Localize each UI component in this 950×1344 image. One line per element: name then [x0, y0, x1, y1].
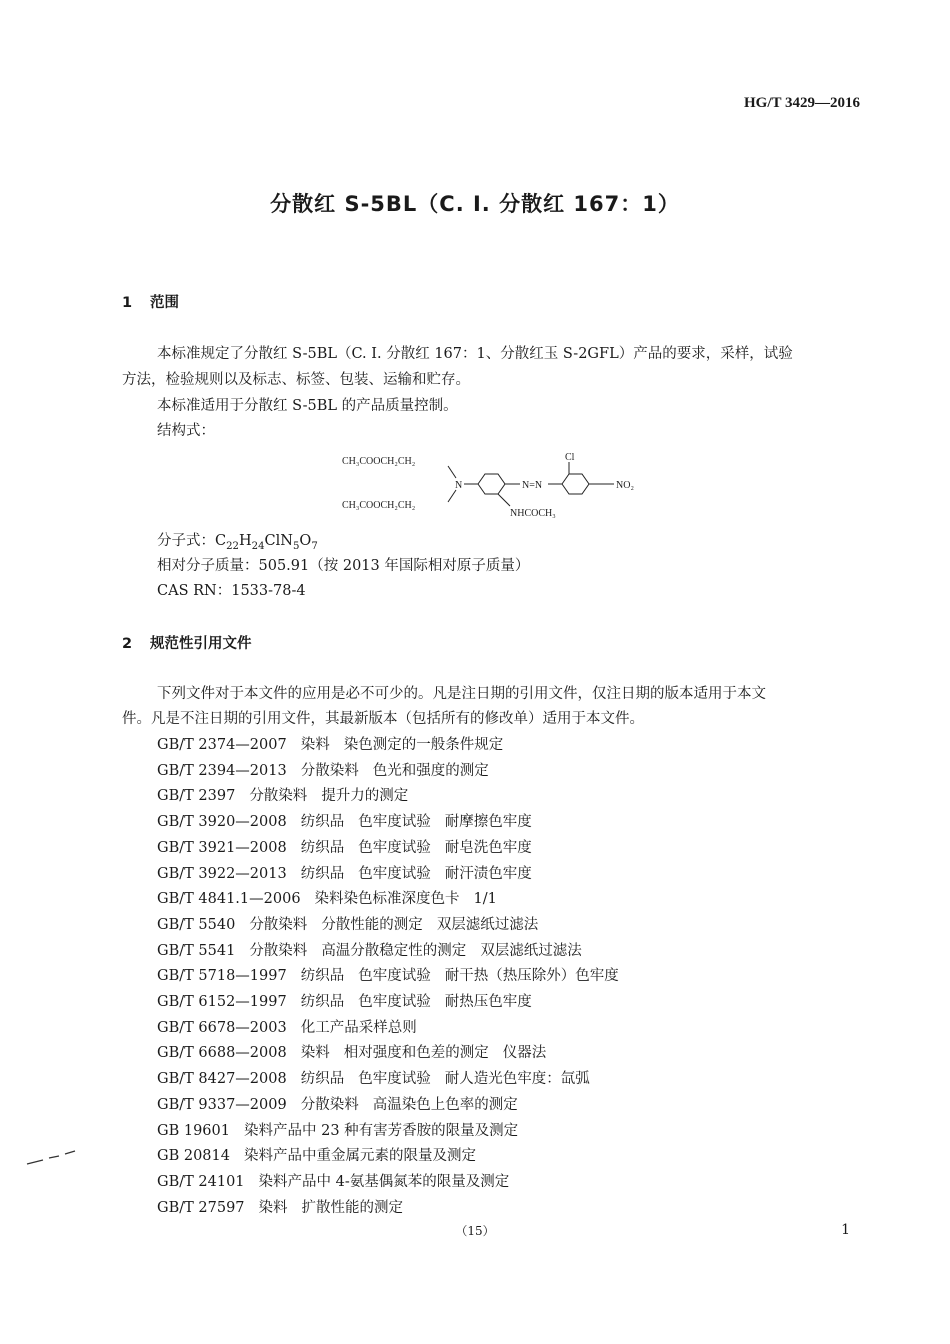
reference-title-part: 色牢度试验 — [358, 968, 431, 985]
reference-item — [157, 887, 511, 908]
reference-title-part: 耐人造光色牢度：氙弧 — [444, 1071, 590, 1088]
reference-title-part: 染料 — [300, 1045, 330, 1062]
reference-title-part: 分散染料 — [249, 942, 308, 959]
reference-title-part: 提升力的测定 — [321, 788, 409, 805]
reference-code: GB/T 2397 — [157, 788, 236, 805]
azo-bridge: N=N — [522, 480, 543, 491]
reference-title-part: 耐摩擦色牢度 — [444, 814, 532, 831]
reference-title-part: 耐干热（热压除外）色牢度 — [444, 968, 619, 985]
reference-title-part: 双层滤纸过滤法 — [436, 916, 539, 933]
section-title: 规范性引用文件 — [150, 636, 252, 652]
reference-title-part: 分散染料 — [249, 916, 308, 933]
reference-item — [157, 1016, 431, 1037]
reference-code: GB/T 2394—2013 — [157, 762, 287, 779]
reference-title-part: 分散染料 — [300, 1096, 359, 1113]
reference-title-part: 纺织品 — [300, 968, 345, 985]
reference-title-part: 纺织品 — [300, 865, 345, 882]
reference-title-part: 纺织品 — [300, 1071, 345, 1088]
reference-code: GB/T 24101 — [157, 1173, 245, 1190]
reference-item — [157, 964, 633, 985]
reference-title-part: 纺织品 — [300, 814, 345, 831]
reference-title-part: 高温染色上色率的测定 — [372, 1096, 518, 1113]
reference-item — [157, 759, 503, 780]
references-intro-line2: 件。凡是不注日期的引用文件，其最新版本（包括所有的修改单）适用于本文件。 — [122, 711, 644, 727]
reference-title-part: 染料 — [300, 737, 330, 753]
reference-code: GB/T 8427—2008 — [157, 1071, 287, 1088]
reference-title-part: 染料产品中重金属元素的限量及测定 — [243, 1148, 476, 1165]
reference-title-part: 仪器法 — [502, 1045, 547, 1062]
molecular-mass: 相对分子质量：505.91（按 2013 年国际相对原子质量） — [157, 558, 530, 574]
reference-code: GB/T 2374—2007 — [157, 737, 287, 753]
reference-title-part: 化工产品采样总则 — [300, 1019, 417, 1036]
section-1-heading — [122, 291, 179, 312]
reference-title-part: 纺织品 — [300, 994, 345, 1010]
molecular-formula: 分子式：$C_{22}H_{24}ClN_5O_7$ — [157, 533, 318, 552]
reference-title-part: 耐汗渍色牢度 — [444, 865, 532, 882]
ester-group-bottom: CH₃COOCH₂CH₂ — [342, 500, 416, 511]
margin-scribble-mark — [25, 1148, 80, 1168]
page-number: 1 — [841, 1222, 850, 1238]
scope-applicability: 本标准适用于分散红 S-5BL 的产品质量控制。 — [157, 398, 458, 414]
reference-code: GB/T 5541 — [157, 942, 236, 959]
reference-title-part: 分散染料 — [300, 762, 359, 779]
reference-code: GB/T 3922—2013 — [157, 865, 287, 882]
reference-code: GB/T 3920—2008 — [157, 814, 287, 831]
cas-number: CAS RN：1533-78-4 — [157, 583, 306, 599]
scope-paragraph-line2: 方法，检验规则以及标志、标签、包装、运输和贮存。 — [122, 372, 470, 388]
reference-title-part: 色牢度试验 — [358, 814, 431, 831]
section-number: 2 — [122, 636, 133, 652]
section-number: 1 — [122, 295, 133, 311]
reference-title-part: 分散染料 — [249, 788, 308, 805]
reference-code: GB/T 5540 — [157, 916, 236, 933]
reference-code: GB 20814 — [157, 1148, 230, 1165]
reference-item — [157, 1041, 560, 1062]
reference-item — [157, 836, 546, 857]
chloro-substituent: Cl — [565, 452, 575, 463]
reference-item — [157, 733, 517, 754]
reference-title-part: 色牢度试验 — [358, 865, 431, 882]
reference-title-part: 染料产品中 4-氨基偶氮苯的限量及测定 — [258, 1173, 510, 1190]
reference-item — [157, 990, 546, 1011]
reference-title-part: 色牢度试验 — [358, 994, 431, 1010]
reference-item — [157, 1170, 523, 1191]
document-title: 分散红 S-5BL（C. I. 分散红 167：1） — [270, 192, 680, 216]
scope-paragraph-line1: 本标准规定了分散红 S-5BL（C. I. 分散红 167：1、分散红玉 S-2GFL）产品的要求，采样，试验 — [157, 346, 793, 362]
reference-code: GB/T 9337—2009 — [157, 1096, 287, 1113]
reference-item — [157, 1144, 490, 1165]
nitro-group: NO₂ — [616, 480, 634, 491]
acetamido-group: NHCOCH₃ — [510, 508, 556, 519]
reference-item — [157, 784, 422, 805]
section-title: 范围 — [150, 295, 179, 311]
reference-item — [157, 1119, 532, 1140]
reference-item — [157, 1196, 417, 1217]
reference-title-part: 色牢度试验 — [358, 1071, 431, 1088]
reference-item — [157, 1093, 532, 1114]
reference-code: GB/T 5718—1997 — [157, 968, 287, 985]
reference-code: GB/T 27597 — [157, 1199, 245, 1216]
reference-title-part: 高温分散稳定性的测定 — [321, 942, 467, 959]
reference-code: GB/T 6678—2003 — [157, 1019, 287, 1036]
reference-item — [157, 939, 596, 960]
structural-formula — [340, 448, 650, 523]
reference-title-part: 纺织品 — [300, 839, 345, 856]
reference-title-part: 扩散性能的测定 — [301, 1199, 404, 1216]
reference-title-part: 色光和强度的测定 — [372, 762, 489, 779]
reference-code: GB/T 6688—2008 — [157, 1045, 287, 1062]
references-intro-line1: 下列文件对于本文件的应用是必不可少的。凡是注日期的引用文件，仅注日期的版本适用于本文 — [157, 686, 766, 702]
reference-title-part: 色牢度试验 — [358, 839, 431, 856]
page-footer-center: （15） — [455, 1224, 495, 1238]
reference-title-part: 染色测定的一般条件规定 — [343, 737, 504, 753]
reference-item — [157, 810, 546, 831]
reference-code: GB/T 6152—1997 — [157, 994, 287, 1010]
reference-title-part: 双层滤纸过滤法 — [480, 942, 582, 959]
reference-title-part: 染料 — [258, 1199, 288, 1216]
section-2-heading — [122, 632, 252, 653]
reference-code: GB/T 3921—2008 — [157, 839, 287, 856]
reference-title-part: 分散性能的测定 — [321, 916, 423, 933]
reference-title-part: 耐皂洗色牢度 — [444, 839, 532, 856]
amine-nitrogen: N — [455, 480, 463, 491]
reference-item — [157, 1067, 604, 1088]
reference-title-part: 染料产品中 23 种有害芳香胺的限量及测定 — [243, 1122, 519, 1139]
reference-title-part: 染料染色标准深度色卡 — [314, 891, 460, 908]
structure-label: 结构式： — [157, 423, 215, 439]
reference-code: GB/T 4841.1—2006 — [157, 891, 301, 908]
reference-item — [157, 862, 546, 883]
reference-title-part: 耐热压色牢度 — [444, 994, 532, 1010]
standard-code: HG/T 3429—2016 — [744, 95, 860, 111]
reference-item — [157, 913, 552, 934]
ester-group-top: CH₃COOCH₂CH₂ — [342, 456, 416, 467]
reference-title-part: 相对强度和色差的测定 — [343, 1045, 489, 1062]
reference-title-part: 1/1 — [473, 891, 497, 908]
reference-code: GB 19601 — [157, 1122, 230, 1139]
